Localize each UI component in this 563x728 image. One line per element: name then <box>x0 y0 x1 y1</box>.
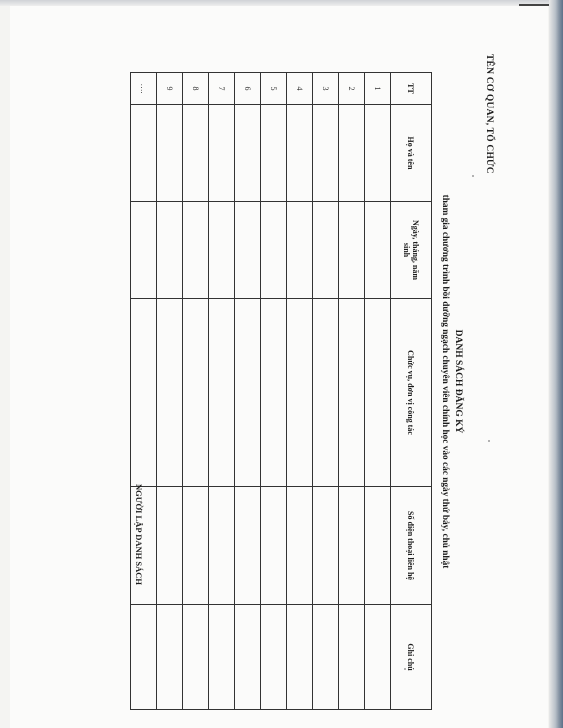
header-tt: TT <box>391 73 432 105</box>
cell-notes[interactable] <box>131 605 157 710</box>
agency-name: TÊN CƠ QUAN, TỔ CHỨC <box>484 54 494 174</box>
table-row <box>365 73 391 710</box>
table-row <box>339 73 365 710</box>
cell-phone[interactable] <box>287 487 313 605</box>
cell-position[interactable] <box>313 299 339 487</box>
paper-page <box>10 6 548 728</box>
cell-birth-date[interactable] <box>235 202 261 299</box>
cell-birth-date[interactable] <box>183 202 209 299</box>
cell-name[interactable] <box>287 105 313 202</box>
row-number: 7 <box>209 73 235 105</box>
scan-speck <box>472 175 474 177</box>
cell-name[interactable] <box>313 105 339 202</box>
cell-position[interactable] <box>339 299 365 487</box>
scan-right-edge <box>549 0 563 728</box>
cell-name[interactable] <box>261 105 287 202</box>
table-row <box>261 73 287 710</box>
row-number: 6 <box>235 73 261 105</box>
cell-phone[interactable] <box>209 487 235 605</box>
cell-name[interactable] <box>157 105 183 202</box>
scan-speck <box>488 440 490 442</box>
row-number: …. <box>131 73 157 105</box>
cell-notes[interactable] <box>365 605 391 710</box>
cell-position[interactable] <box>157 299 183 487</box>
table-row <box>183 73 209 710</box>
cell-position[interactable] <box>131 299 157 487</box>
cell-name[interactable] <box>235 105 261 202</box>
row-number: 8 <box>183 73 209 105</box>
table-header-row <box>391 73 432 710</box>
row-number: 5 <box>261 73 287 105</box>
table-row <box>209 73 235 710</box>
cell-name[interactable] <box>365 105 391 202</box>
cell-notes[interactable] <box>339 605 365 710</box>
cell-birth-date[interactable] <box>365 202 391 299</box>
cell-birth-date[interactable] <box>209 202 235 299</box>
header-full-name: Họ và tên <box>391 105 432 202</box>
rotated-document <box>96 54 496 709</box>
table-row <box>157 73 183 710</box>
cell-notes[interactable] <box>313 605 339 710</box>
cell-birth-date[interactable] <box>261 202 287 299</box>
cell-position[interactable] <box>365 299 391 487</box>
cell-phone[interactable] <box>157 487 183 605</box>
cell-phone[interactable] <box>261 487 287 605</box>
table-row <box>235 73 261 710</box>
cell-position[interactable] <box>235 299 261 487</box>
cell-position[interactable] <box>183 299 209 487</box>
cell-phone[interactable] <box>365 487 391 605</box>
row-number: 9 <box>157 73 183 105</box>
cell-phone[interactable] <box>313 487 339 605</box>
document-title: DANH SÁCH ĐĂNG KÝ <box>453 329 463 434</box>
header-notes: Ghi chú <box>391 605 432 710</box>
table-row <box>313 73 339 710</box>
cell-notes[interactable] <box>261 605 287 710</box>
cell-notes[interactable] <box>157 605 183 710</box>
cell-name[interactable] <box>339 105 365 202</box>
cell-notes[interactable] <box>287 605 313 710</box>
cell-phone[interactable] <box>183 487 209 605</box>
cell-notes[interactable] <box>183 605 209 710</box>
table-row <box>287 73 313 710</box>
row-number: 3 <box>313 73 339 105</box>
cell-birth-date[interactable] <box>157 202 183 299</box>
header-birth-date: Ngày, tháng, năm sinh <box>391 202 432 299</box>
cell-position[interactable] <box>261 299 287 487</box>
cell-position[interactable] <box>287 299 313 487</box>
cell-name[interactable] <box>131 105 157 202</box>
cell-birth-date[interactable] <box>287 202 313 299</box>
cell-notes[interactable] <box>235 605 261 710</box>
row-number: 1 <box>365 73 391 105</box>
registration-table <box>130 72 432 710</box>
document-subtitle: tham gia chương trình bồi dưỡng ngạch chuyên viên chính học vào các ngày thứ bảy, chủ nhật <box>440 194 450 569</box>
cell-notes[interactable] <box>209 605 235 710</box>
cell-phone[interactable] <box>235 487 261 605</box>
header-phone: Số điện thoại liên hệ <box>391 487 432 605</box>
cell-name[interactable] <box>183 105 209 202</box>
table-row <box>131 73 157 710</box>
cell-position[interactable] <box>209 299 235 487</box>
row-number: 2 <box>339 73 365 105</box>
cell-phone[interactable] <box>339 487 365 605</box>
cell-name[interactable] <box>209 105 235 202</box>
row-number: 4 <box>287 73 313 105</box>
signer-label: NGƯỜI LẬP DANH SÁCH <box>134 484 144 585</box>
cell-birth-date[interactable] <box>339 202 365 299</box>
cell-birth-date[interactable] <box>131 202 157 299</box>
scan-speck <box>404 668 406 670</box>
header-position-unit: Chức vụ, đơn vị công tác <box>391 299 432 487</box>
cell-birth-date[interactable] <box>313 202 339 299</box>
